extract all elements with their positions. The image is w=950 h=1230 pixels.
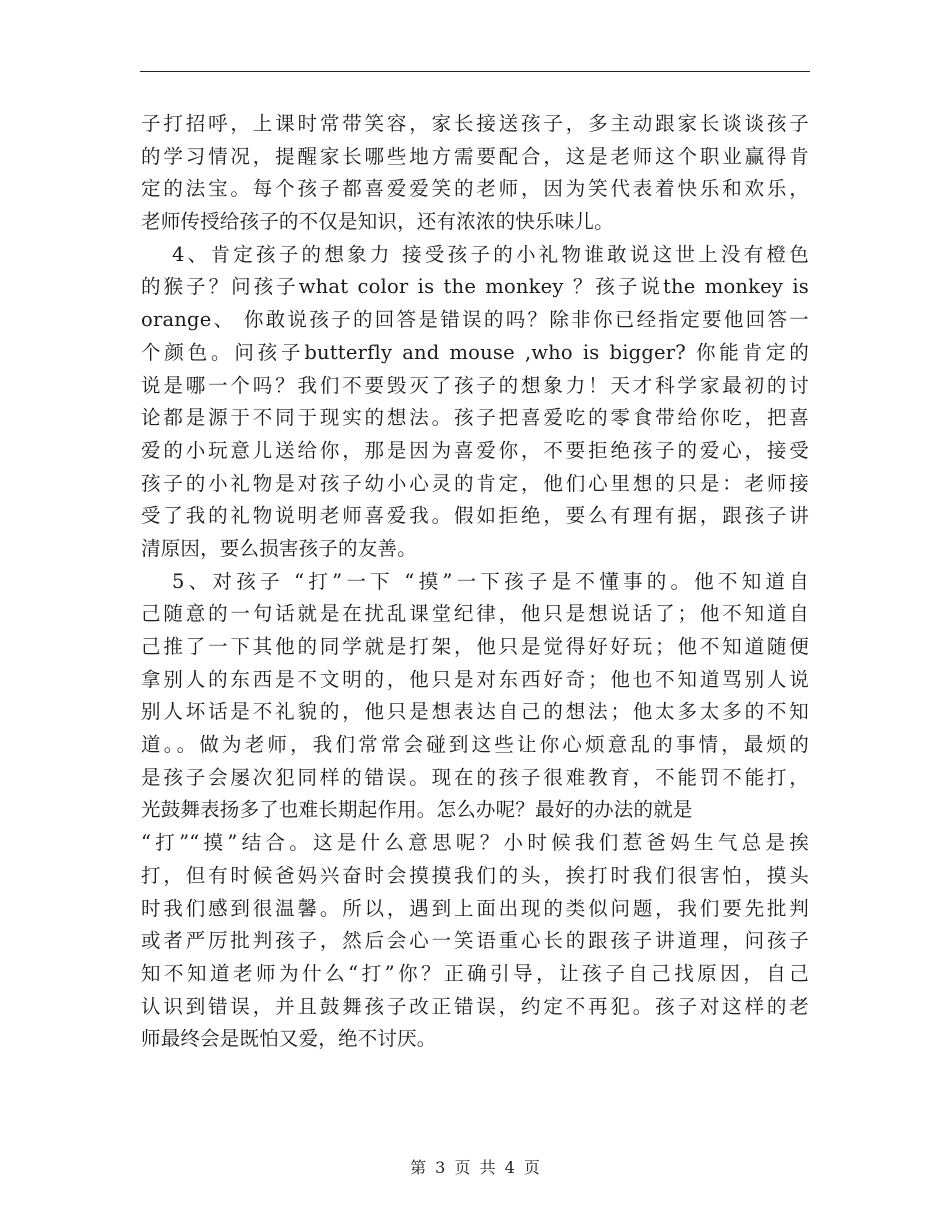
text-line: 个颜色。问孩子butterfly and mouse ,who is bigger? 你能肯定的	[141, 340, 809, 364]
text-line: 5、对孩子 “打”一下 “摸”一下孩子是不懂事的。他不知道自	[172, 569, 809, 593]
text-line: 光鼓舞表扬多了也难长期起作用。怎么办呢？最好的办法的就是	[141, 798, 693, 822]
text-line: 论都是源于不同于现实的想法。孩子把喜爱吃的零食带给你吃，把喜	[141, 406, 809, 430]
text-line: 的猴子？问孩子what color is the monkey ？孩子说the monkey is	[141, 275, 809, 299]
text-line: orange、 你敢说孩子的回答是错误的吗？除非你已经指定要他回答一	[141, 308, 809, 332]
text-line: 爱的小玩意儿送给你，那是因为喜爱你，不要拒绝孩子的爱心，接受	[141, 438, 809, 462]
text-line: 4、肯定孩子的想象力 接受孩子的小礼物谁敢说这世上没有橙色	[172, 242, 809, 266]
text-line: 是孩子会屡次犯同样的错误。现在的孩子很难教育，不能罚不能打，	[141, 765, 809, 789]
text-line: 孩子的小礼物是对孩子幼小心灵的肯定，他们心里想的只是：老师接	[141, 471, 809, 495]
text-line: 别人坏话是不礼貌的，他只是想表达自己的想法；他太多太多的不知	[141, 700, 809, 724]
text-line: 拿别人的东西是不文明的，他只是对东西好奇；他也不知道骂别人说	[141, 667, 809, 691]
text-line: 老师传授给孩子的不仅是知识，还有浓浓的快乐味儿。	[141, 210, 614, 234]
text-line: 清原因，要么损害孩子的友善。	[141, 536, 417, 560]
page-footer: 第 3 页 共 4 页	[410, 1158, 540, 1177]
text-line: 定的法宝。每个孩子都喜爱爱笑的老师，因为笑代表着快乐和欢乐，	[141, 177, 809, 201]
text-line: 受了我的礼物说明老师喜爱我。假如拒绝，要么有理有据，跟孩子讲	[141, 504, 809, 528]
text-line: 时我们感到很温馨。所以，遇到上面出现的类似问题，我们要先批判	[141, 896, 809, 920]
text-line: 说是哪一个吗？我们不要毁灭了孩子的想象力！天才科学家最初的讨	[141, 373, 809, 397]
text-line: 己推了一下其他的同学就是打架，他只是觉得好好玩；他不知道随便	[141, 635, 809, 658]
text-line: 师最终会是既怕又爱，绝不讨厌。	[141, 1027, 437, 1051]
text-line: 打，但有时候爸妈兴奋时会摸摸我们的头，挨打时我们很害怕，摸头	[141, 863, 809, 887]
text-line: “打”“摸”结合。这是什么意思呢？小时候我们惹爸妈生气总是挨	[141, 831, 809, 855]
text-line: 认识到错误，并且鼓舞孩子改正错误，约定不再犯。孩子对这样的老	[141, 994, 809, 1018]
text-line: 己随意的一句话就是在扰乱课堂纪律，他只是想说话了；他不知道自	[141, 602, 809, 626]
text-line: 道。。做为老师，我们常常会碰到这些让你心烦意乱的事情，最烦的	[141, 733, 809, 757]
document-body	[141, 108, 809, 1056]
text-line: 或者严厉批判孩子，然后会心一笑语重心长的跟孩子讲道理，问孩子	[141, 929, 809, 953]
text-line: 的学习情况，提醒家长哪些地方需要配合，这是老师这个职业赢得肯	[141, 144, 809, 168]
header-rule	[140, 71, 810, 72]
text-line: 子打招呼，上课时常带笑容，家长接送孩子，多主动跟家长谈谈孩子	[141, 112, 809, 135]
text-line: 知不知道老师为什么“打”你？正确引导，让孩子自己找原因，自己	[141, 961, 809, 985]
